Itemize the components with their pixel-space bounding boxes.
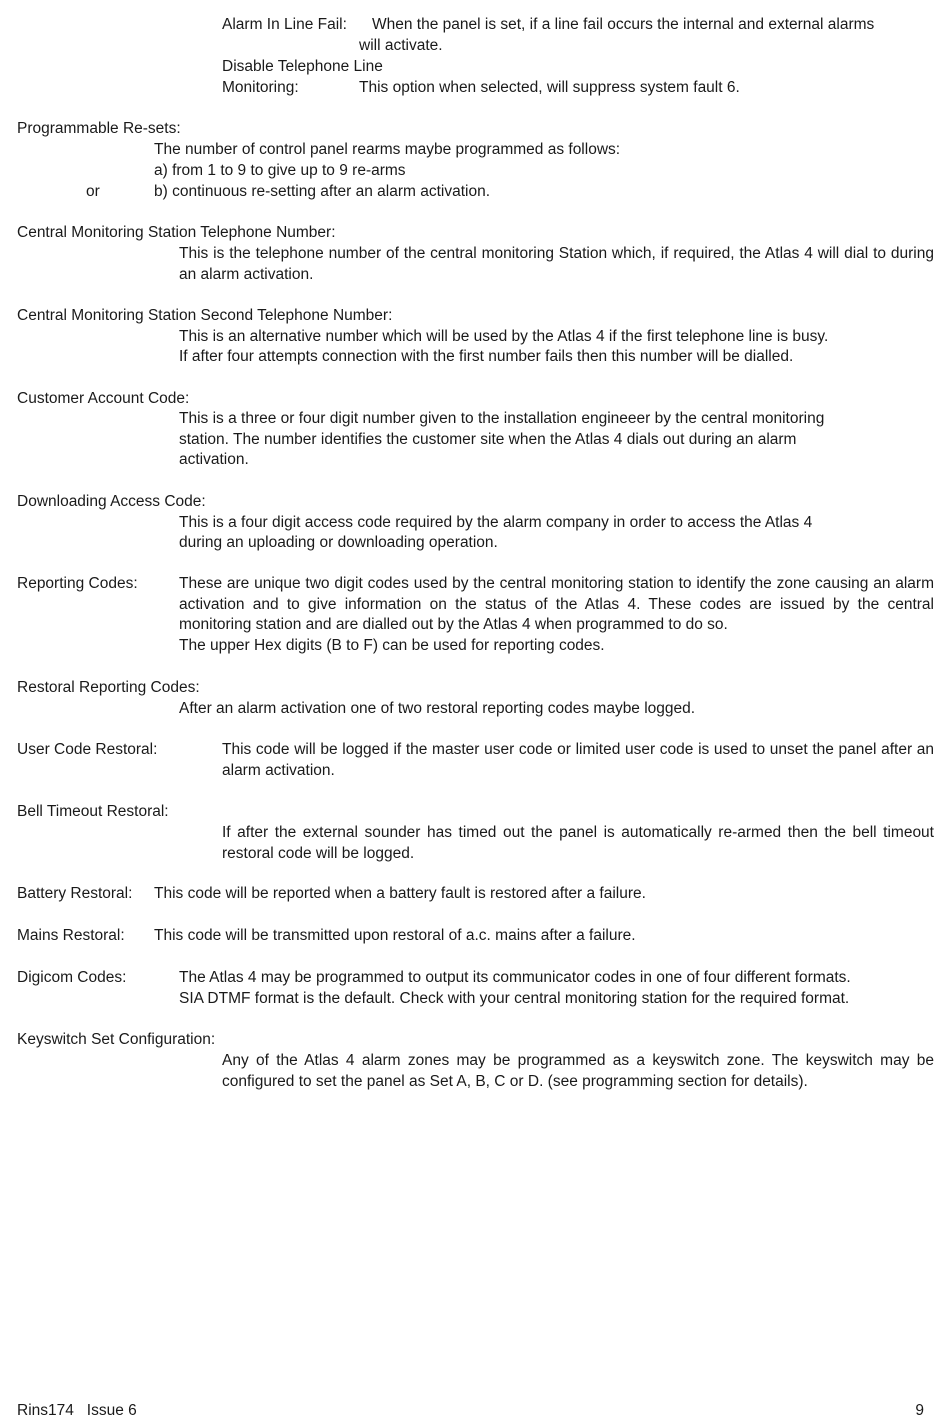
keyswitch-desc: Any of the Atlas 4 alarm zones may be programmed as a keyswitch zone. The keyswitch may be configured to set the panel as Set A, B, C or D. (see programming section for details). (222, 1052, 934, 1090)
reporting-codes-desc-last: The upper Hex digits (B to F) can be used for reporting codes. (179, 637, 605, 654)
downloading-access-desc-line2: during an uploading or downloading operation. (179, 534, 498, 551)
customer-account-heading: Customer Account Code: (17, 390, 190, 407)
programmable-resets-option-a: a) from 1 to 9 to give up to 9 re-arms (154, 162, 406, 179)
disable-monitoring-term-line1: Disable Telephone Line (222, 58, 383, 75)
cms-second-phone-heading: Central Monitoring Station Second Telephone Number: (17, 307, 393, 324)
disable-monitoring-term-line2: Monitoring: (222, 79, 299, 96)
cms-second-phone-desc-line2: If after four attempts connection with the first number fails then this number will be dialled. (179, 348, 794, 365)
programmable-resets-option-b: b) continuous re-setting after an alarm activation. (154, 183, 491, 200)
alarm-line-fail-term: Alarm In Line Fail: (222, 16, 347, 33)
digicom-codes-desc-line2: SIA DTMF format is the default. Check with your central monitoring station for the required format. (179, 990, 850, 1007)
user-code-restoral-term: User Code Restoral: (17, 741, 158, 758)
battery-restoral-term: Battery Restoral: (17, 885, 133, 902)
footer-page-number: 9 (915, 1402, 924, 1419)
alarm-line-fail-desc-line2: will activate. (359, 37, 443, 54)
alarm-line-fail-desc-line1: When the panel is set, if a line fail occurs the internal and external alarms (372, 16, 875, 33)
programmable-resets-heading: Programmable Re-sets: (17, 120, 181, 137)
user-code-restoral-desc: This code will be logged if the master user code or limited user code is used to unset the panel after an alarm activation. (222, 741, 934, 779)
customer-account-desc-line2: station. The number identifies the customer site when the Atlas 4 dials out during an alarm (179, 431, 797, 448)
downloading-access-heading: Downloading Access Code: (17, 493, 206, 510)
reporting-codes-term: Reporting Codes: (17, 575, 138, 592)
battery-restoral-desc: This code will be reported when a battery fault is restored after a failure. (154, 885, 646, 902)
restoral-reporting-heading: Restoral Reporting Codes: (17, 679, 200, 696)
programmable-resets-or: or (86, 183, 100, 200)
digicom-codes-desc-line1: The Atlas 4 may be programmed to output its communicator codes in one of four different formats. (179, 969, 851, 986)
cms-phone-heading: Central Monitoring Station Telephone Number: (17, 224, 336, 241)
bell-timeout-restoral-term: Bell Timeout Restoral: (17, 803, 169, 820)
customer-account-desc-line3: activation. (179, 451, 249, 468)
customer-account-desc-line1: This is a three or four digit number given to the installation engineeer by the central monitoring (179, 410, 825, 427)
disable-monitoring-desc: This option when selected, will suppress system fault 6. (359, 79, 740, 96)
downloading-access-desc-line1: This is a four digit access code required by the alarm company in order to access the Atlas 4 (179, 514, 813, 531)
cms-phone-desc: This is the telephone number of the central monitoring Station which, if required, the Atlas 4 will dial to during an alarm activation. (179, 245, 934, 283)
footer-doc-id: Rins174 Issue 6 (17, 1402, 137, 1419)
cms-second-phone-desc-line1: This is an alternative number which will be used by the Atlas 4 if the first telephone line is busy. (179, 328, 829, 345)
bell-timeout-restoral-desc: If after the external sounder has timed out the panel is automatically re-armed then the bell timeout restoral code will be logged. (222, 824, 934, 862)
keyswitch-heading: Keyswitch Set Configuration: (17, 1031, 216, 1048)
mains-restoral-desc: This code will be transmitted upon restoral of a.c. mains after a failure. (154, 927, 636, 944)
reporting-codes-desc: These are unique two digit codes used by the central monitoring station to identify the zone causing an alarm activation and to give information on the status of the Atlas 4. These codes are issued by the central monitoring station and are dialled out by the Atlas 4 when programmed to do so. (179, 575, 934, 634)
digicom-codes-term: Digicom Codes: (17, 969, 127, 986)
mains-restoral-term: Mains Restoral: (17, 927, 125, 944)
restoral-reporting-desc: After an alarm activation one of two restoral reporting codes maybe logged. (179, 700, 696, 717)
programmable-resets-intro: The number of control panel rearms maybe programmed as follows: (154, 141, 621, 158)
